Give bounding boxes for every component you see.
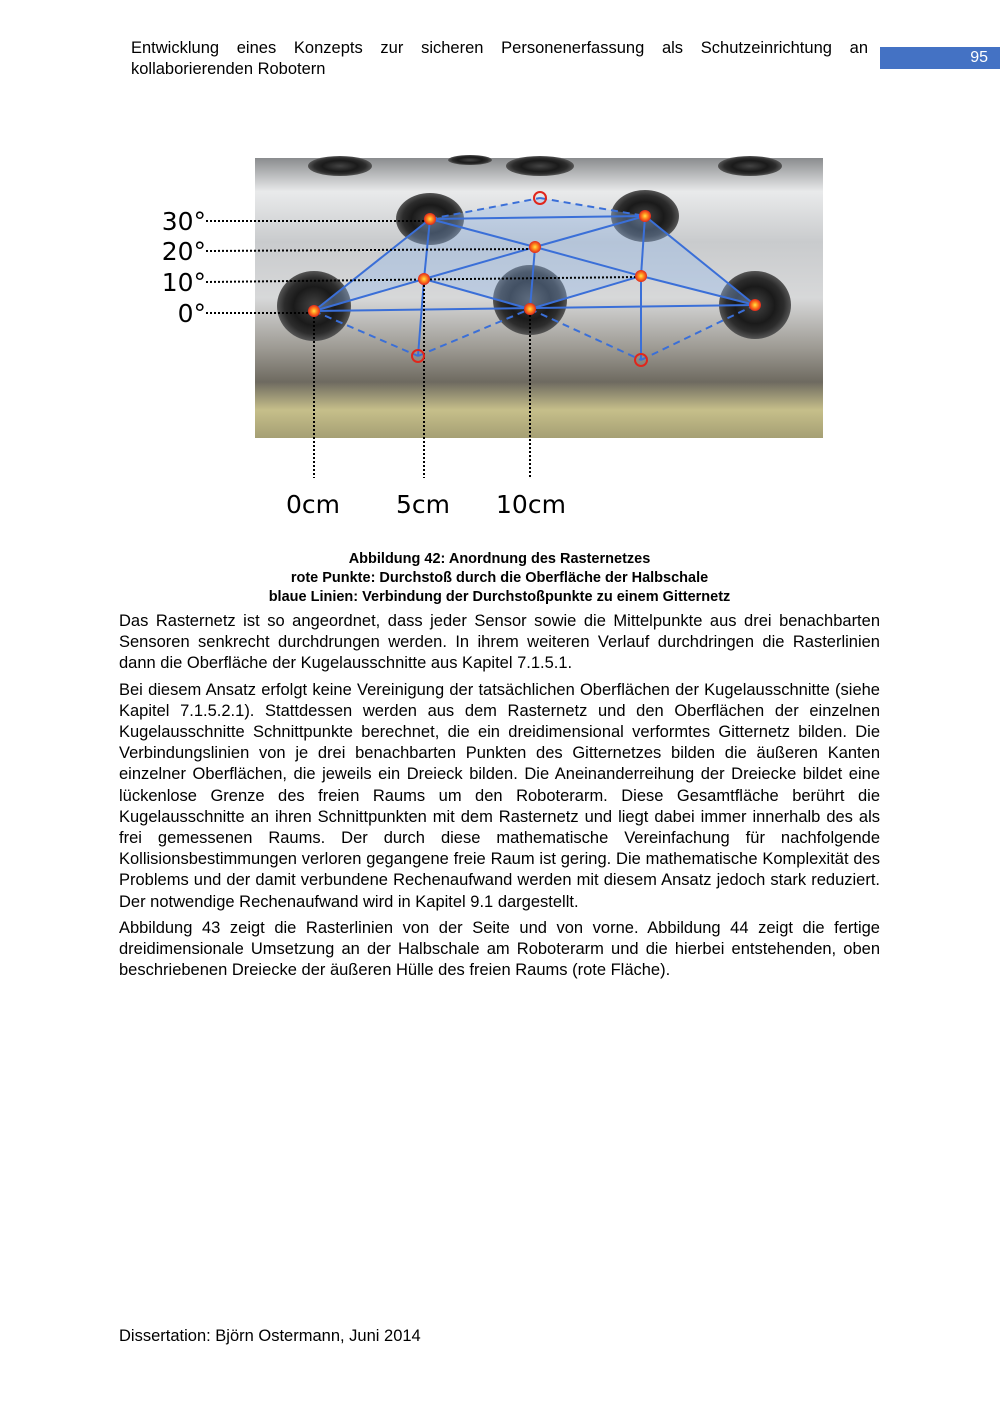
- point-solid: [635, 270, 647, 282]
- sensor: [308, 156, 372, 176]
- paragraph: Das Rasternetz ist so angeordnet, dass jeder Sensor sowie die Mittelpunkte aus drei benachbarten Sensoren senkrecht durchdrungen werden. In ihrem weiteren Verlauf durchdringen die Rasterlinien dann die Oberfläche der Kugelausschnitte aus Kapitel 7.1.5.1.: [119, 612, 880, 673]
- distance-label-0cm: 0cm: [285, 490, 341, 519]
- point-solid: [529, 241, 541, 253]
- sensor: [718, 156, 782, 176]
- point-solid: [418, 273, 430, 285]
- page-footer: Dissertation: Björn Ostermann, Juni 2014: [119, 1327, 421, 1345]
- sensor: [506, 156, 574, 176]
- caption-line: Abbildung 42: Anordnung des Rasternetzes: [348, 551, 651, 567]
- point-solid: [308, 305, 320, 317]
- point-solid: [749, 299, 761, 311]
- running-header: [131, 38, 868, 80]
- running-header-line2: kollaborierenden Robotern: [131, 60, 326, 78]
- sensor: [448, 155, 492, 165]
- distance-label-5cm: 5cm: [395, 490, 451, 519]
- paragraph: Abbildung 43 zeigt die Rasterlinien von der Seite und von vorne. Abbildung 44 zeigt die fertige dreidimensionale Umsetzung an der Halbschale am Roboterarm und die hierbei entstehenden, oben beschriebenen Dreiecke der äußeren Hülle des freien Raums (rote Fläche).: [119, 918, 880, 980]
- caption-line: blaue Linien: Verbindung der Durchstoßpunkte zu einem Gitternetz: [268, 589, 731, 605]
- angle-label-0: 0°: [177, 299, 206, 328]
- point-solid: [639, 210, 651, 222]
- running-header-line1: Entwicklung eines Konzepts zur sicheren Personenerfassung als Schutzeinrichtung an: [131, 39, 868, 57]
- point-solid: [524, 303, 536, 315]
- page-number: 95: [880, 47, 1000, 69]
- figure-rasternetz: [150, 150, 840, 540]
- caption-line: rote Punkte: Durchstoß durch die Oberfläche der Halbschale: [290, 570, 709, 586]
- angle-label-20: 20°: [161, 237, 206, 266]
- distance-label-10cm: 10cm: [496, 490, 566, 519]
- point-solid: [424, 213, 436, 225]
- angle-label-10: 10°: [161, 268, 206, 297]
- figure-caption: [119, 550, 880, 607]
- paragraph: Bei diesem Ansatz erfolgt keine Vereinigung der tatsächlichen Oberflächen der Kugelausschnitte (siehe Kapitel 7.1.5.2.1). Stattdessen werden aus dem Rasternetz und den Oberflächen der einzelnen Kugelausschnitte Schnittpunkte berechnet, die ein dreidimensional verformtes Gitternetz bilden. Die Verbindungslinien von je drei benachbarten Punkten des Gitternetzes bilden die äußeren Kanten einzelner Oberflächen, die jeweils ein Dreieck bilden. Die Aneinanderreihung der Dreiecke bildet eine lückenlose Grenze des freien Raums um den Roboterarm. Diese Gesamtfläche berührt die Kugelausschnitte an ihren Schnittpunkten mit dem Rasternetz und liegt dabei immer innerhalb des als frei gemessenen Raums. Der durch diese mathematische Vereinfachung für nachfolgende Kollisionsbestimmungen verloren gegangene freie Raum ist gering. Die mathematische Komplexität des Problems und der damit verbundene Rechenaufwand werden mit diesem Ansatz jedoch stark reduziert. Der notwendige Rechenaufwand wird in Kapitel 9.1 dargestellt.: [119, 680, 880, 911]
- body-text: [119, 611, 880, 986]
- angle-label-30: 30°: [161, 207, 206, 236]
